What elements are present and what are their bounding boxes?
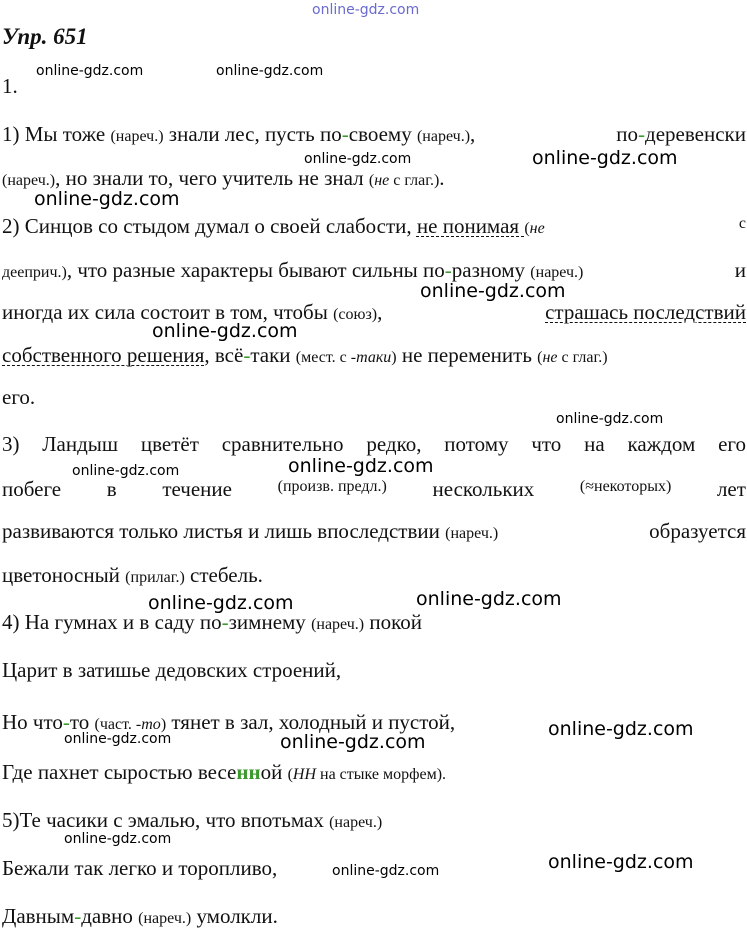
sentence-5-line-2: Бежали так легко и торопливо, xyxy=(2,856,278,880)
watermark: online-gdz.com xyxy=(416,588,562,610)
sentence-4-line-1: 4) На гумнах и в саду по-зимнему (нареч.) покой xyxy=(2,610,423,634)
watermark: online-gdz.com xyxy=(280,731,426,753)
sentence-2-line-4: собственного решения, всё-таки (мест. с -таки) не переменить (не с глаг.) xyxy=(2,343,608,367)
watermark: online-gdz.com xyxy=(34,188,180,210)
sentence-2-line-2: дееприч.), что разные характеры бывают сильны по-разному (нареч.) и xyxy=(2,258,746,282)
watermark: online-gdz.com xyxy=(288,455,434,477)
watermark: online-gdz.com xyxy=(64,731,172,747)
section-number: 1. xyxy=(2,74,18,98)
watermark: online-gdz.com xyxy=(216,63,324,79)
watermark: online-gdz.com xyxy=(420,280,566,302)
watermark: online-gdz.com xyxy=(332,863,440,879)
watermark: online-gdz.com xyxy=(72,463,180,479)
watermark: online-gdz.com xyxy=(312,2,420,18)
watermark: online-gdz.com xyxy=(36,63,144,79)
sentence-2-line-1: 2) Синцов со стыдом думал о своей слабости, не понимая (не с xyxy=(2,214,746,238)
sentence-4-line-4: Где пахнет сыростью весенной (НН на стыке морфем). xyxy=(2,760,447,784)
exercise-title: Упр. 651 xyxy=(2,24,88,49)
sentence-5-line-3: Давным-давно (нареч.) умолкли. xyxy=(2,904,278,928)
sentence-5-line-1: 5)Те часики с эмалью, что впотьмах (нареч.) xyxy=(2,808,383,832)
sentence-1-line-1: 1) Мы тоже (нареч.) знали лес, пусть по-своему (нареч.), по-деревенски xyxy=(2,122,746,146)
watermark: online-gdz.com xyxy=(548,718,694,740)
sentence-2-line-5: его. xyxy=(2,385,36,409)
sentence-3-line-4: цветоносный (прилаг.) стебель. xyxy=(2,563,263,587)
sentence-3-line-2: побеге в течение (произв. предл.) нескольких (≈некоторых) лет xyxy=(2,477,746,501)
sentence-4-line-2: Царит в затишье дедовских строений, xyxy=(2,658,342,682)
watermark: online-gdz.com xyxy=(556,411,664,427)
watermark: online-gdz.com xyxy=(304,151,412,167)
watermark: online-gdz.com xyxy=(148,592,294,614)
watermark: online-gdz.com xyxy=(548,851,694,873)
watermark: online-gdz.com xyxy=(532,147,678,169)
watermark: online-gdz.com xyxy=(64,831,172,847)
sentence-4-line-3: Но что-то (част. -то) тянет в зал, холодный и пустой, xyxy=(2,710,456,734)
sentence-3-line-3: развиваются только листья и лишь впоследствии (нареч.) образуется xyxy=(2,519,746,543)
sentence-3-line-1: 3) Ландыш цветёт сравнительно редко, потому что на каждом его xyxy=(2,432,746,456)
watermark: online-gdz.com xyxy=(152,320,298,342)
sentence-2-line-3: иногда их сила состоит в том, чтобы (союз), страшась последствий xyxy=(2,300,746,324)
sentence-1-line-2: (нареч.), но знали то, чего учитель не знал (не с глаг.). xyxy=(2,166,445,190)
